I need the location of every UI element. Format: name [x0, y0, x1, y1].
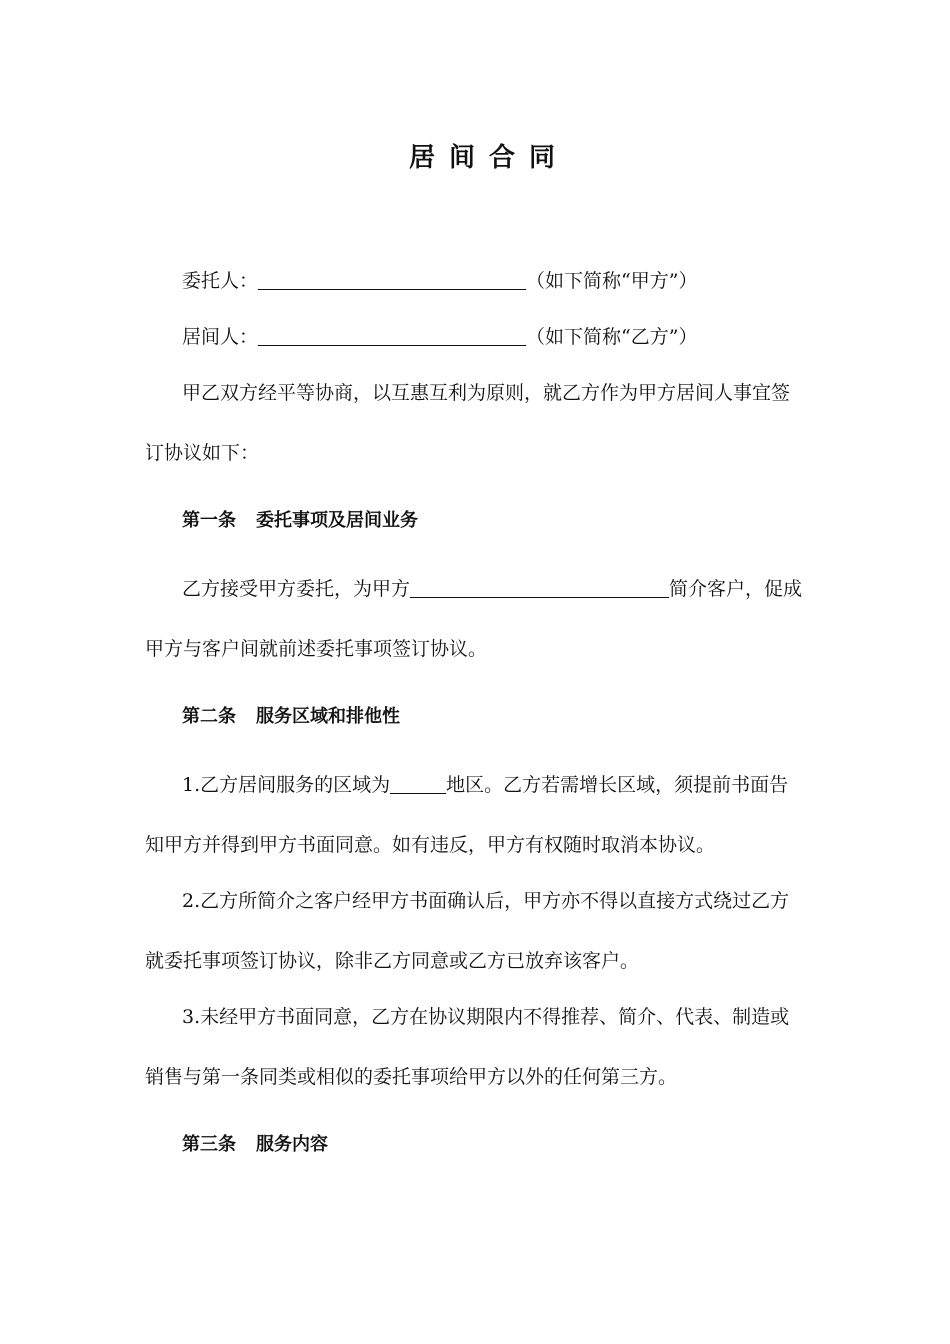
- article-3-heading: [182, 1133, 328, 1157]
- client-label: 委托人：: [182, 270, 259, 292]
- article-2-para-1-line-1: [182, 773, 788, 797]
- client-suffix: （如下简称“甲方”）: [526, 270, 698, 292]
- broker-name-blank[interactable]: [258, 325, 526, 346]
- article-1-line-2: 甲方与客户间就前述委托事项签订协议。: [145, 638, 488, 660]
- article-2-number: 第二条: [182, 706, 236, 727]
- client-name-blank[interactable]: [258, 269, 526, 290]
- intro-line-1: 甲乙双方经平等协商，以互惠互利为原则，就乙方作为甲方居间人事宜签: [182, 382, 791, 404]
- broker-suffix: （如下简称“乙方”）: [526, 326, 698, 348]
- document-title: 居间合同: [408, 143, 569, 173]
- article-1-text-post: 简介客户，促成: [669, 578, 803, 600]
- client-line: [182, 269, 697, 293]
- intro-line-2: 订协议如下：: [145, 442, 260, 464]
- article-1-text-pre: 乙方接受甲方委托，为甲方: [182, 578, 411, 600]
- article-3-title: 服务内容: [256, 1134, 328, 1155]
- article-1-line-1: [182, 577, 802, 601]
- article-2-p1-pre: 1.乙方居间服务的区域为: [182, 774, 391, 796]
- broker-line: [182, 325, 697, 349]
- article-2-para-2-line-2: 就委托事项签订协议，除非乙方同意或乙方已放弃该客户。: [145, 950, 640, 972]
- article-1-title: 委托事项及居间业务: [256, 510, 418, 531]
- article-1-heading: [182, 509, 418, 533]
- article-2-p1-post: 地区。乙方若需增长区域，须提前书面告: [446, 774, 789, 796]
- article-3-number: 第三条: [182, 1134, 236, 1155]
- broker-label: 居间人：: [182, 326, 259, 348]
- article-2-para-3-line-1: 3.未经甲方书面同意，乙方在协议期限内不得推荐、简介、代表、制造或: [182, 1006, 790, 1028]
- article-2-para-3-line-2: 销售与第一条同类或相似的委托事项给甲方以外的任何第三方。: [145, 1066, 678, 1088]
- entrusted-item-blank[interactable]: [410, 577, 669, 598]
- region-blank[interactable]: [390, 773, 446, 794]
- article-1-number: 第一条: [182, 510, 236, 531]
- article-2-title: 服务区域和排他性: [256, 706, 400, 727]
- article-2-para-2-line-1: 2.乙方所简介之客户经甲方书面确认后，甲方亦不得以直接方式绕过乙方: [182, 890, 790, 912]
- article-2-para-1-line-2: 知甲方并得到甲方书面同意。如有违反，甲方有权随时取消本协议。: [145, 834, 716, 856]
- article-2-heading: [182, 705, 400, 729]
